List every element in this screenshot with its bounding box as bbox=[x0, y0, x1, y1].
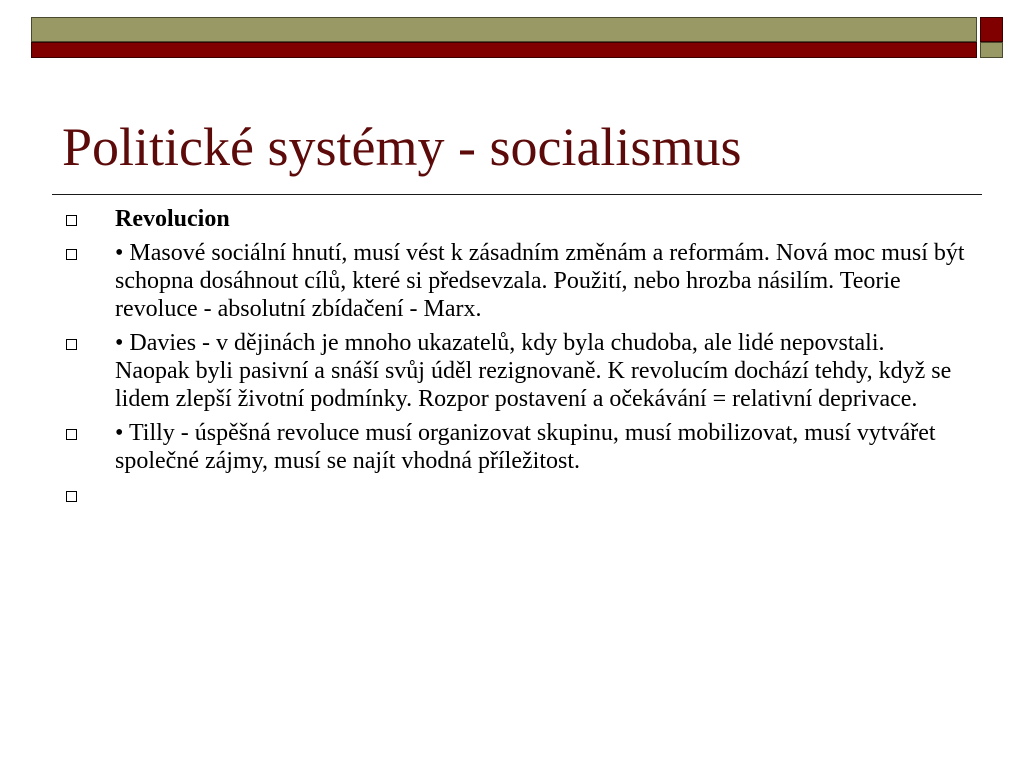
bullet-text: • Davies - v dějinách je mnoho ukazatelů, kdy byla chudoba, ale lidé nepovstali. Naopak byli pasivní a snáší svůj úděl rezignovaně. K revolucím dochází tehdy, když se lidem zlepší životní podmínky. Rozpor postavení a očekávání = relativní deprivace. bbox=[115, 330, 952, 412]
header-olive-bar bbox=[31, 17, 977, 42]
header-maroon-bar bbox=[31, 42, 977, 58]
title-divider bbox=[52, 194, 982, 195]
hollow-square-bullet-icon bbox=[66, 215, 77, 226]
bullet-item-empty bbox=[0, 481, 965, 509]
slide-title: Politické systémy - socialismus bbox=[62, 117, 742, 177]
header-maroon-square bbox=[980, 17, 1003, 42]
hollow-square-bullet-icon bbox=[66, 339, 77, 350]
bullet-item-masove-hnuti bbox=[0, 239, 965, 323]
hollow-square-bullet-icon bbox=[66, 249, 77, 260]
bullet-item-davies bbox=[0, 329, 965, 413]
header-olive-square bbox=[980, 42, 1003, 58]
bullet-text: • Masové sociální hnutí, musí vést k zásadním změnám a reformám. Nová moc musí být schopna dosáhnout cílů, které si předsevzala. Použití, nebo hrozba násilím. Teorie revoluce - absolutní zbídačení - Marx. bbox=[115, 240, 965, 322]
bullet-item-tilly bbox=[0, 419, 965, 475]
bullet-text: Revolucion bbox=[115, 206, 230, 232]
hollow-square-bullet-icon bbox=[66, 491, 77, 502]
hollow-square-bullet-icon bbox=[66, 429, 77, 440]
bullet-item-revolucion bbox=[0, 205, 965, 233]
bullet-text: • Tilly - úspěšná revoluce musí organizovat skupinu, musí mobilizovat, musí vytvářet společné zájmy, musí se najít vhodná příležitost. bbox=[115, 420, 936, 474]
bullet-list bbox=[0, 205, 1024, 515]
